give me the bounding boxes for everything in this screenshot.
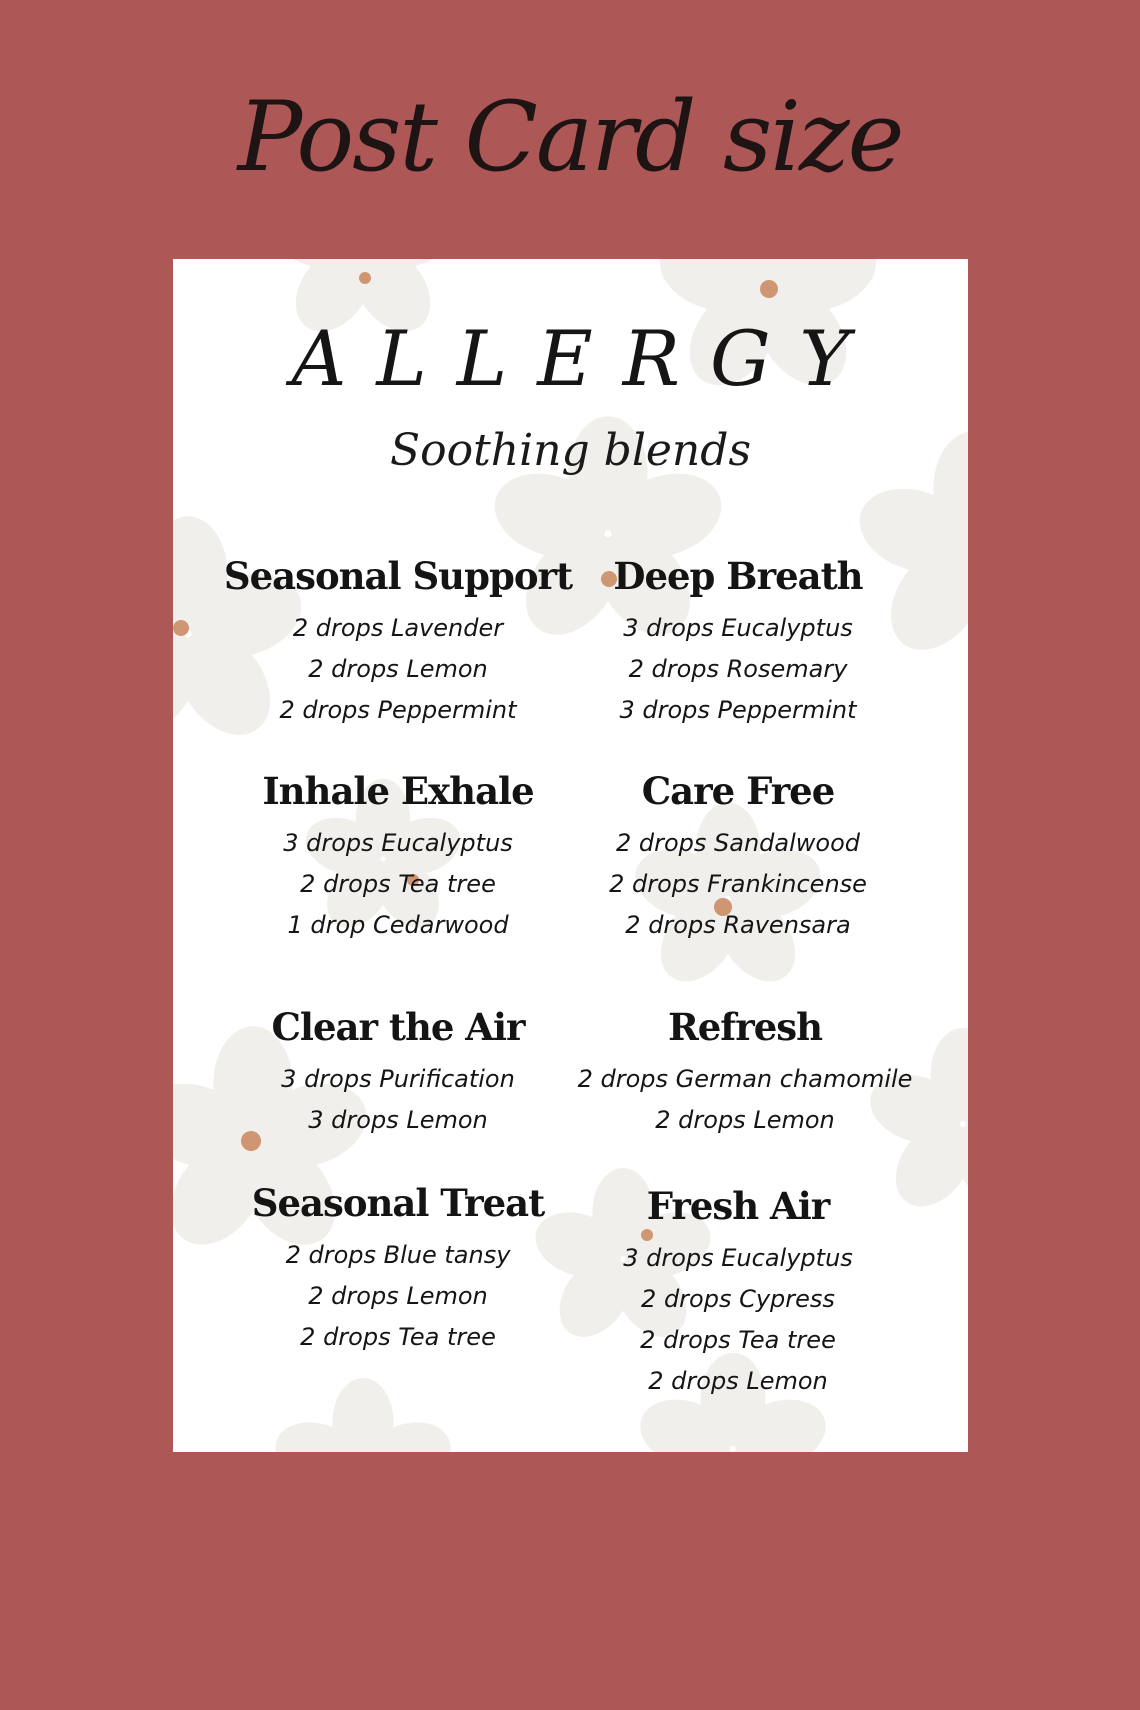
daisy-flower bbox=[267, 1378, 459, 1452]
flower-center-dot bbox=[173, 620, 189, 636]
flower-center-dot bbox=[359, 272, 371, 284]
blend-clear-the-air bbox=[223, 1005, 573, 1141]
blend-fresh-air bbox=[568, 1184, 908, 1402]
ingredient-item: 2 drops Sandalwood bbox=[615, 829, 861, 858]
blend-title: Seasonal Support bbox=[223, 554, 573, 598]
ingredient-item: 3 drops Peppermint bbox=[619, 696, 857, 725]
ingredient-list bbox=[568, 608, 908, 731]
ingredient-item: 2 drops Blue tansy bbox=[285, 1241, 511, 1270]
blend-title: Clear the Air bbox=[271, 1005, 525, 1049]
ingredient-item: 2 drops Cypress bbox=[641, 1285, 835, 1314]
card-subtitle: Soothing blends bbox=[389, 425, 752, 476]
ingredient-item: 1 drop Cedarwood bbox=[287, 911, 509, 940]
ingredient-item: 2 drops Lemon bbox=[308, 1282, 488, 1311]
ingredient-list bbox=[223, 1059, 573, 1141]
ingredient-item: 2 drops Rosemary bbox=[628, 655, 848, 684]
blend-title: Care Free bbox=[641, 769, 835, 813]
blend-seasonal-treat bbox=[223, 1181, 573, 1358]
blend-title: Deep Breath bbox=[613, 554, 863, 598]
ingredient-item: 2 drops Ravensara bbox=[625, 911, 851, 940]
blend-care-free bbox=[568, 769, 908, 946]
ingredient-list bbox=[223, 608, 573, 731]
ingredient-list bbox=[223, 823, 573, 946]
blend-title: Refresh bbox=[668, 1005, 822, 1049]
blend-title: Inhale Exhale bbox=[262, 769, 534, 813]
blend-deep-breath bbox=[568, 554, 908, 731]
blend-title: Fresh Air bbox=[646, 1184, 830, 1228]
ingredient-item: 2 drops Lemon bbox=[655, 1106, 835, 1135]
ingredient-item: 2 drops Tea tree bbox=[640, 1326, 836, 1355]
ingredient-item: 2 drops Lavender bbox=[292, 614, 504, 643]
ingredient-item: 2 drops Peppermint bbox=[279, 696, 517, 725]
ingredient-item: 2 drops Tea tree bbox=[300, 1323, 496, 1352]
postcard-size-heading: Post Card size bbox=[237, 81, 903, 193]
ingredient-item: 3 drops Eucalyptus bbox=[623, 1244, 853, 1273]
ingredient-item: 3 drops Lemon bbox=[308, 1106, 488, 1135]
allergy-card bbox=[173, 259, 968, 1452]
blend-inhale-exhale bbox=[223, 769, 573, 946]
flower-center-dot bbox=[760, 280, 778, 298]
ingredient-list bbox=[223, 1235, 573, 1358]
ingredient-item: 2 drops Lemon bbox=[648, 1367, 828, 1396]
blend-title: Seasonal Treat bbox=[251, 1181, 545, 1225]
ingredient-list bbox=[568, 1238, 908, 1402]
ingredient-item: 2 drops German chamomile bbox=[577, 1065, 913, 1094]
ingredient-list bbox=[568, 823, 908, 946]
ingredient-item: 2 drops Lemon bbox=[308, 655, 488, 684]
card-title: ALLERGY bbox=[291, 314, 880, 403]
ingredient-item: 3 drops Eucalyptus bbox=[283, 829, 513, 858]
ingredient-item: 2 drops Frankincense bbox=[609, 870, 867, 899]
ingredient-item: 3 drops Eucalyptus bbox=[623, 614, 853, 643]
ingredient-item: 2 drops Tea tree bbox=[300, 870, 496, 899]
ingredient-item: 3 drops Purification bbox=[281, 1065, 515, 1094]
blend-seasonal-support bbox=[223, 554, 573, 731]
ingredient-list bbox=[545, 1059, 945, 1141]
blend-refresh bbox=[545, 1005, 945, 1141]
